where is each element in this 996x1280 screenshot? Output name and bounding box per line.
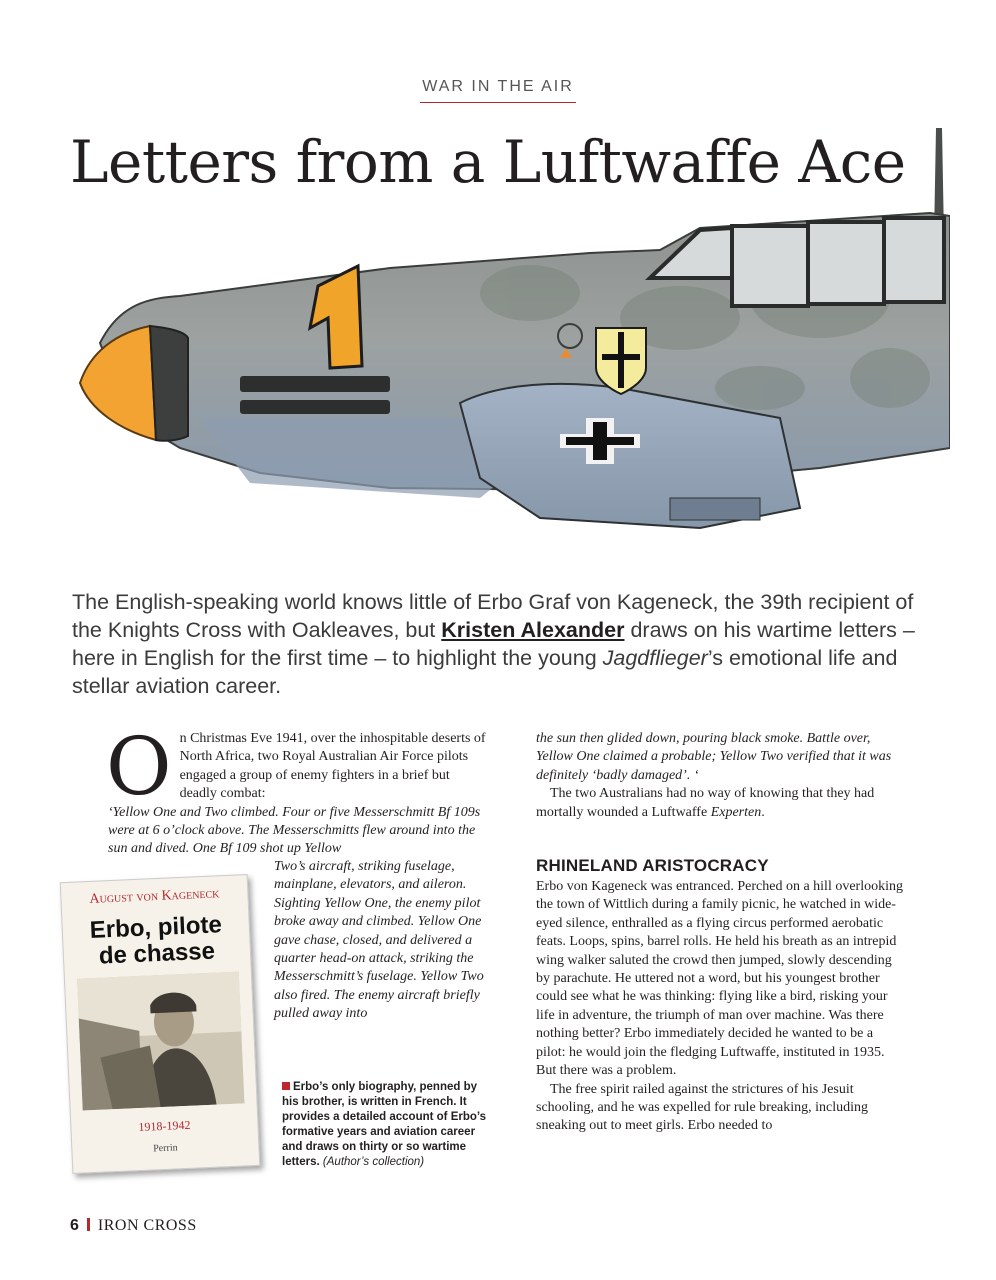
paragraph-3: Erbo von Kageneck was entranced. Perched on a hill overlooking the town of Wittlich during a family picnic, he watched in wide-eyed silence, enthralled as a flying circus performed aerobatic feats. Loops, spins, barrel rolls. He held his breath as an intrepid wing walker saluted the crowd then jumped, slowly descending by parachute. He uttered not a word, but his youngest brother could see what he was thinking: flying like a bird, risking your life in adventure, the triumph of man over machine. Was there nothing better? Erbo immediately decided he wanted to be a pilot: he would join the fledging Luftwaffe, instituted in 1935. But there was a problem.	[536, 879, 903, 1079]
quote-part-b: Two’s aircraft, striking fuselage, mainplane, elevators, and aileron. Sighting Yellow One, the enemy pilot broke away and climbed. Yellow One gave chase, closed, and delivered a quarter head-on attack, striking the Messerschmitt’s fuselage. Yellow Two also fired. The enemy aircraft briefly pulled away into	[274, 859, 484, 1022]
quote-part-a: ‘Yellow One and Two climbed. Four or five Messerschmitt Bf 109s were at 6 o’clock above. The Messerschmitts flew around into the sun and dived. One Bf 109 shot up Yellow	[108, 804, 481, 857]
column-1	[106, 720, 488, 859]
standfirst-part1: The English-speaking world knows little of Erbo Graf von Kageneck, the 39th recipient of the Knights Cross with Oakleaves, but	[72, 590, 914, 642]
magazine-name: IRON CROSS	[97, 1217, 197, 1234]
standfirst	[72, 588, 932, 700]
para2-text: The two Australians had no way of knowing that they had mortally wounded a Luftwaffe	[536, 786, 875, 820]
intro-paragraph	[106, 720, 488, 859]
intro-text: n Christmas Eve 1941, over the inhospitable deserts of North Africa, two Royal Australian Air Force pilots engaged a group of enemy fighters in a brief but deadly combat:	[179, 731, 486, 802]
quote-part-c: the sun then glided down, pouring black smoke. Battle over, Yellow One claimed a probable; Yellow Two verified that it was definitely ‘badly damaged’. ‘	[536, 731, 892, 783]
headline: Letters from a Luftwaffe Ace	[70, 128, 906, 196]
paragraph-4: The free spirit railed against the strictures of his Jesuit schooling, and he was expelled for rule breaking, including sneaking out to meet girls. Erbo needed to	[536, 1081, 869, 1134]
book-title	[62, 911, 250, 971]
book-title-line2: de chasse	[98, 937, 216, 970]
book-years: 1918-1942	[138, 1117, 191, 1135]
author-link[interactable]: Kristen Alexander	[441, 618, 625, 642]
photo-caption	[282, 1080, 487, 1170]
caption-marker	[282, 1082, 290, 1090]
caption-credit: (Author’s collection)	[322, 1156, 425, 1168]
page-footer	[70, 1217, 197, 1235]
book-photo	[77, 972, 245, 1111]
para2-term: Experten	[710, 804, 762, 820]
dropcap: O	[106, 720, 172, 813]
standfirst-part3: ’s emotional life and stellar aviation career.	[72, 646, 898, 698]
column-1-wrap	[274, 858, 490, 1024]
spinner	[80, 326, 156, 440]
paragraph-2	[536, 785, 906, 822]
book-publisher: Perrin	[152, 1142, 178, 1155]
book-author: August von Kageneck	[89, 886, 220, 907]
caption-text: Erbo’s only biography, penned by his brother, is written in French. It provides a detailed account of Erbo’s formative years and aviation career and draws on thirty or so wartime letters.	[282, 1081, 487, 1168]
book-title-line1: Erbo, pilote	[89, 911, 223, 944]
page-number: 6	[70, 1217, 79, 1234]
section-label: WAR IN THE AIR	[420, 78, 576, 103]
standfirst-part2: draws on his wartime letters – here in English for the first time – to highlight the young	[72, 618, 915, 670]
book-cover	[60, 874, 261, 1174]
column-2	[536, 730, 906, 1136]
para2-end: .	[761, 804, 765, 820]
section-tag	[0, 78, 996, 103]
standfirst-term: Jagdflieger	[602, 646, 708, 670]
subheading: RHINELAND ARISTOCRACY	[536, 856, 769, 876]
footer-divider	[87, 1218, 90, 1231]
